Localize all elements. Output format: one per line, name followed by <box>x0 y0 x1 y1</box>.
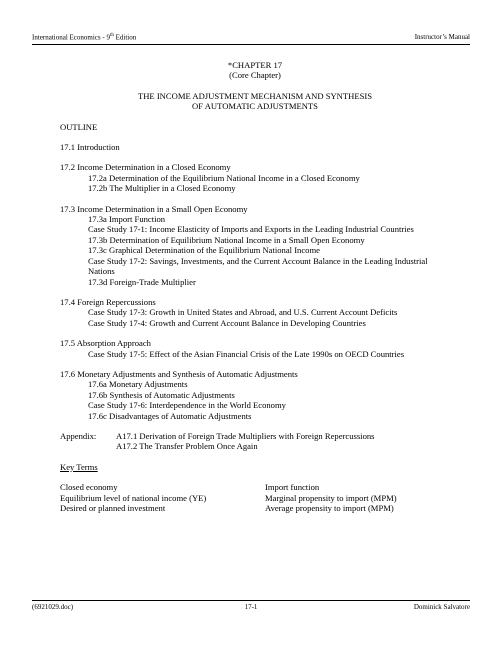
appendix-label: Appendix: <box>60 430 97 441</box>
header-book-title: International Economics - 9th Edition <box>32 33 137 42</box>
outline-item: 17.6a Monetary Adjustments <box>88 379 188 390</box>
page-footer <box>32 600 470 615</box>
section-heading: 17.6 Monetary Adjustments and Synthesis of Automatic Adjustments <box>60 368 298 379</box>
section-17-6 <box>60 369 450 421</box>
page-header <box>32 30 470 45</box>
outline-item: Case Study 17-5: Effect of the Asian Financial Crisis of the Late 1990s on OECD Countries <box>88 348 405 359</box>
appendix-item: A17.1 Derivation of Foreign Trade Multipliers with Foreign Repercussions <box>116 430 375 441</box>
section-17-5 <box>60 338 450 359</box>
outline-item: 17.3b Determination of Equilibrium National Income in a Small Open Economy <box>88 234 365 245</box>
outline-item: Case Study 17-1: Income Elasticity of Imports and Exports in the Leading Industrial Countries <box>88 224 414 235</box>
outline-item: 17.3c Graphical Determination of the Equilibrium National Income <box>88 245 320 256</box>
outline-item: Case Study 17-3: Growth in United States and Abroad, and U.S. Current Account Deficits <box>88 307 398 318</box>
section-heading: 17.2 Income Determination in a Closed Economy <box>60 162 231 173</box>
outline-item: 17.2a Determination of the Equilibrium National Income in a Closed Economy <box>88 172 360 183</box>
outline-item: 17.2b The Multiplier in a Closed Economy <box>88 183 236 194</box>
outline-item: 17.3a Import Function <box>88 214 166 225</box>
key-terms-list <box>60 482 450 513</box>
outline-item: Case Study 17-6: Interdependence in the World Economy <box>88 400 286 411</box>
key-term: Marginal propensity to import (MPM) <box>265 492 397 503</box>
section-17-1 <box>60 142 450 152</box>
outline-item: Case Study 17-4: Growth and Current Account Balance in Developing Countries <box>88 317 366 328</box>
chapter-title-line-1: THE INCOME ADJUSTMENT MECHANISM AND SYNTHESIS <box>137 90 373 101</box>
section-17-2 <box>60 162 450 193</box>
outline-item: 17.6c Disadvantages of Automatic Adjustments <box>88 410 252 421</box>
outline-heading: OUTLINE <box>60 121 98 132</box>
footer-author: Dominick Salvatore <box>413 603 470 611</box>
outline-item: 17.3d Foreign-Trade Multiplier <box>88 276 196 287</box>
section-heading: 17.4 Foreign Repercussions <box>60 296 156 307</box>
appendix-item: A17.2 The Transfer Problem Once Again <box>116 441 258 452</box>
chapter-number: *CHAPTER 17 <box>227 60 283 70</box>
key-term: Equilibrium level of national income (YE) <box>60 492 207 503</box>
section-17-4 <box>60 297 450 328</box>
key-term: Average propensity to import (MPM) <box>265 503 394 513</box>
section-heading: 17.3 Income Determination in a Small Open Economy <box>60 203 248 214</box>
footer-page-number: 17-1 <box>244 603 258 611</box>
header-manual-label: Instructor’s Manual <box>414 33 470 41</box>
core-chapter-label: (Core Chapter) <box>229 70 281 81</box>
outline-item: 17.6b Synthesis of Automatic Adjustments <box>88 389 235 400</box>
key-terms-heading: Key Terms <box>60 461 98 472</box>
key-term: Import function <box>265 482 320 493</box>
section-heading: 17.1 Introduction <box>60 142 120 153</box>
key-term: Desired or planned investment <box>60 503 166 513</box>
chapter-title-line-2: OF AUTOMATIC ADJUSTMENTS <box>192 101 318 112</box>
section-17-3 <box>60 204 450 287</box>
outline-item: Case Study 17-2: Savings, Investments, and the Current Account Balance in the Leading Industrial Nations <box>88 255 428 277</box>
key-term: Closed economy <box>60 482 118 493</box>
section-heading: 17.5 Absorption Approach <box>60 338 151 349</box>
footer-filename: (6921029.doc) <box>32 603 74 611</box>
document-body <box>60 60 450 513</box>
appendix-block <box>60 431 450 452</box>
